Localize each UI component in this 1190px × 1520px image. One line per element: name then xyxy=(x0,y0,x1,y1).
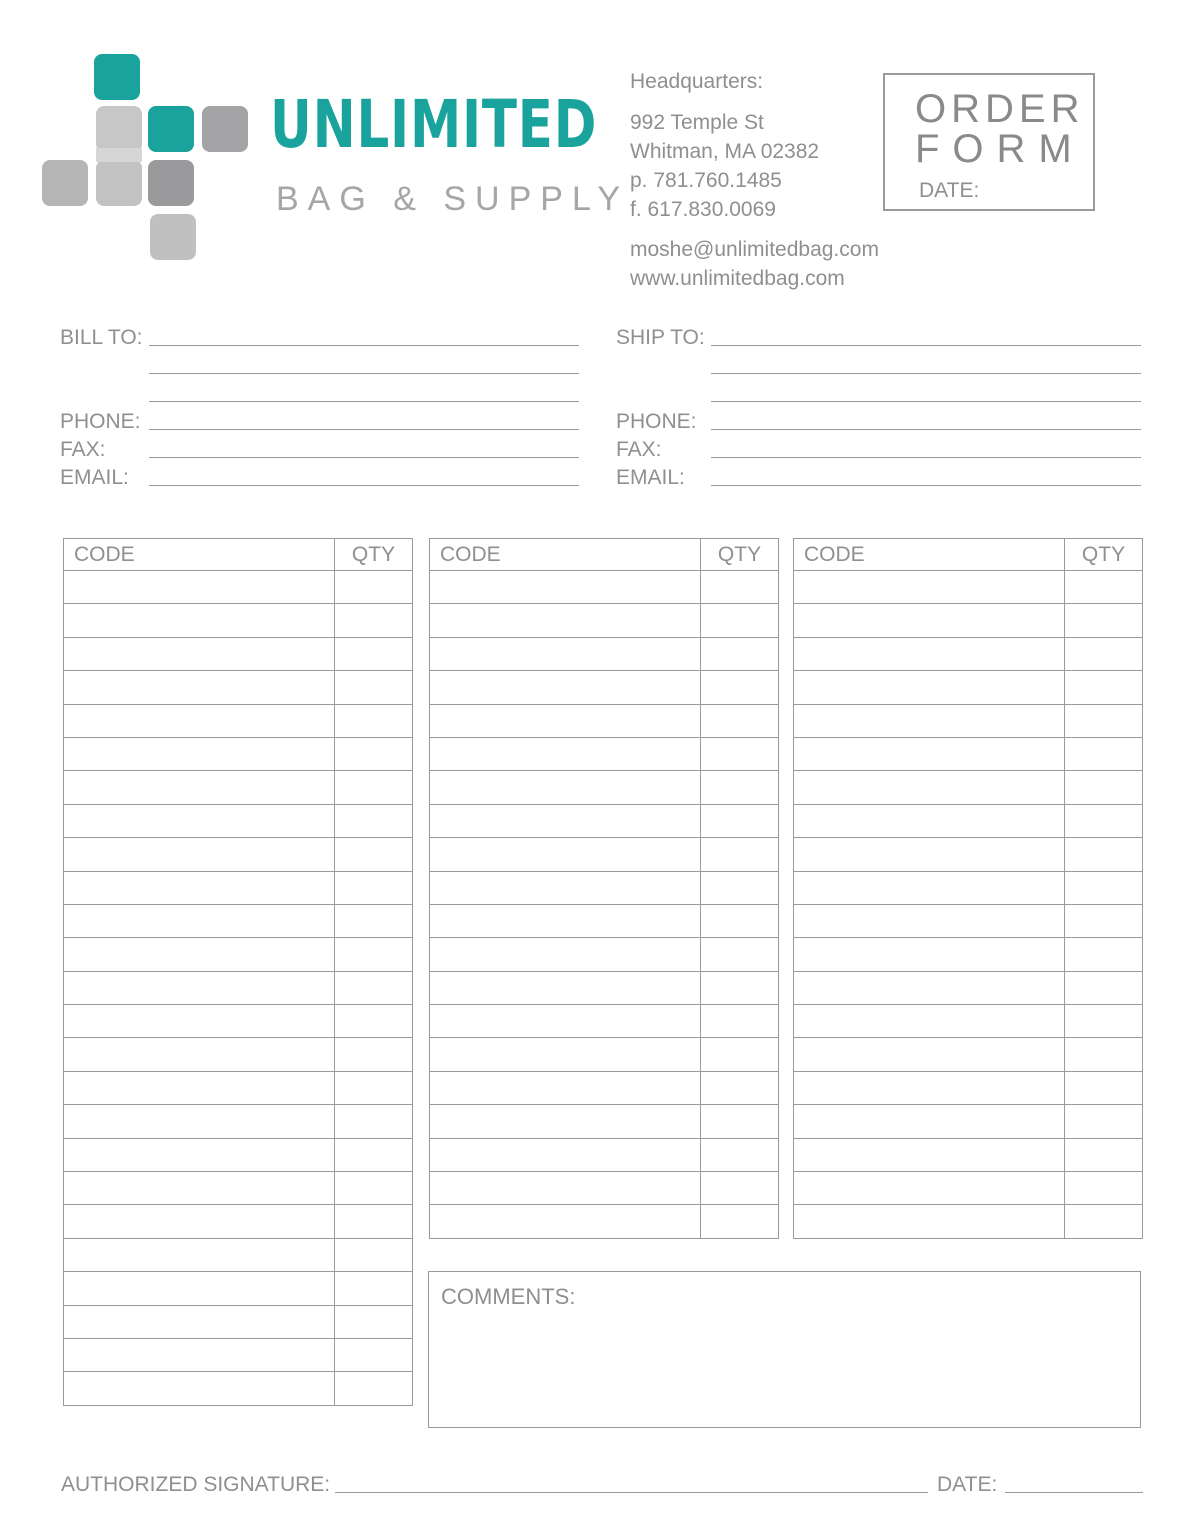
qty-cell[interactable] xyxy=(335,671,413,704)
table-row xyxy=(64,1071,413,1104)
table-row xyxy=(794,1005,1143,1038)
qty-cell[interactable] xyxy=(701,704,779,737)
qty-cell[interactable] xyxy=(1065,1005,1143,1038)
table-row xyxy=(794,1105,1143,1138)
qty-cell[interactable] xyxy=(1065,1172,1143,1205)
table-row xyxy=(64,871,413,904)
qty-cell[interactable] xyxy=(1065,838,1143,871)
code-cell[interactable] xyxy=(430,1105,701,1138)
qty-header: QTY xyxy=(335,539,413,571)
code-cell[interactable] xyxy=(794,571,1065,604)
table-row xyxy=(64,737,413,770)
table-row xyxy=(430,971,779,1004)
code-cell[interactable] xyxy=(430,838,701,871)
code-cell[interactable] xyxy=(794,771,1065,804)
code-cell[interactable] xyxy=(64,1238,335,1271)
code-cell[interactable] xyxy=(430,604,701,637)
code-cell[interactable] xyxy=(794,1038,1065,1071)
qty-cell[interactable] xyxy=(335,1338,413,1371)
qty-cell[interactable] xyxy=(701,1005,779,1038)
code-cell[interactable] xyxy=(794,804,1065,837)
qty-cell[interactable] xyxy=(701,1105,779,1138)
table-row xyxy=(430,1138,779,1171)
table-row xyxy=(794,571,1143,604)
qty-cell[interactable] xyxy=(1065,704,1143,737)
qty-cell[interactable] xyxy=(335,1038,413,1071)
qty-cell[interactable] xyxy=(335,838,413,871)
code-cell[interactable] xyxy=(64,1005,335,1038)
table-row xyxy=(64,771,413,804)
qty-cell[interactable] xyxy=(335,1071,413,1104)
code-cell[interactable] xyxy=(64,1272,335,1305)
table-row xyxy=(430,1105,779,1138)
table-row xyxy=(64,938,413,971)
qty-cell[interactable] xyxy=(1065,971,1143,1004)
table-row xyxy=(430,704,779,737)
table-row xyxy=(64,971,413,1004)
bill-email-label: EMAIL: xyxy=(60,466,129,489)
code-cell[interactable] xyxy=(794,1005,1065,1038)
qty-cell[interactable] xyxy=(335,1372,413,1405)
qty-cell[interactable] xyxy=(1065,938,1143,971)
qty-cell[interactable] xyxy=(1065,1038,1143,1071)
table-row xyxy=(64,1205,413,1238)
table-row xyxy=(794,1071,1143,1104)
code-cell[interactable] xyxy=(430,1138,701,1171)
bill-to-label: BILL TO: xyxy=(60,326,143,349)
code-cell[interactable] xyxy=(794,604,1065,637)
table-row xyxy=(64,1105,413,1138)
qty-cell[interactable] xyxy=(701,1071,779,1104)
comments-box[interactable] xyxy=(428,1271,1141,1428)
order-date-label: DATE: xyxy=(919,179,980,202)
comments-label: COMMENTS: xyxy=(441,1284,576,1309)
item-table-3 xyxy=(793,538,1143,1239)
code-cell[interactable] xyxy=(64,604,335,637)
code-cell[interactable] xyxy=(430,637,701,670)
qty-cell[interactable] xyxy=(701,637,779,670)
qty-cell[interactable] xyxy=(1065,1138,1143,1171)
table-row xyxy=(64,637,413,670)
bill-to-line-3[interactable] xyxy=(149,401,579,402)
qty-cell[interactable] xyxy=(335,571,413,604)
code-cell[interactable] xyxy=(430,737,701,770)
footer-date-line[interactable] xyxy=(1005,1492,1143,1493)
bill-phone-label: PHONE: xyxy=(60,410,141,433)
brand-subtitle: BAG & SUPPLY xyxy=(276,180,630,218)
table-row xyxy=(64,1272,413,1305)
qty-cell[interactable] xyxy=(701,604,779,637)
table-row xyxy=(794,938,1143,971)
ship-to-line-2[interactable] xyxy=(711,373,1141,374)
code-cell[interactable] xyxy=(64,771,335,804)
table-row xyxy=(794,1138,1143,1171)
table-row xyxy=(430,1205,779,1238)
code-cell[interactable] xyxy=(64,904,335,937)
code-cell[interactable] xyxy=(430,971,701,1004)
code-cell[interactable] xyxy=(64,1105,335,1138)
table-row xyxy=(430,938,779,971)
code-cell[interactable] xyxy=(794,737,1065,770)
order-form-box xyxy=(883,73,1095,211)
qty-cell[interactable] xyxy=(335,804,413,837)
qty-cell[interactable] xyxy=(701,971,779,1004)
qty-cell[interactable] xyxy=(701,871,779,904)
code-cell[interactable] xyxy=(64,1172,335,1205)
qty-cell[interactable] xyxy=(701,1172,779,1205)
code-header: CODE xyxy=(430,539,701,571)
code-cell[interactable] xyxy=(430,1038,701,1071)
qty-cell[interactable] xyxy=(1065,871,1143,904)
order-title-line1: ORDER xyxy=(915,87,1085,131)
qty-cell[interactable] xyxy=(335,737,413,770)
table-row xyxy=(64,604,413,637)
code-cell[interactable] xyxy=(430,804,701,837)
code-cell[interactable] xyxy=(794,971,1065,1004)
qty-cell[interactable] xyxy=(335,604,413,637)
code-cell[interactable] xyxy=(430,938,701,971)
qty-cell[interactable] xyxy=(335,871,413,904)
contact-address-line1: 992 Temple St xyxy=(630,111,764,134)
qty-cell[interactable] xyxy=(1065,604,1143,637)
table-row xyxy=(430,871,779,904)
pixel-cross-logo-icon xyxy=(42,54,248,260)
qty-cell[interactable] xyxy=(335,1172,413,1205)
ship-phone-field[interactable] xyxy=(711,429,1141,430)
table-row xyxy=(430,604,779,637)
code-cell[interactable] xyxy=(794,904,1065,937)
contact-heading: Headquarters: xyxy=(630,70,764,93)
code-cell[interactable] xyxy=(430,1071,701,1104)
table-row xyxy=(64,1138,413,1171)
table-row xyxy=(64,1305,413,1338)
table-row xyxy=(430,1038,779,1071)
bill-to-line-1[interactable] xyxy=(149,345,579,346)
qty-cell[interactable] xyxy=(701,1138,779,1171)
code-cell[interactable] xyxy=(64,637,335,670)
qty-cell[interactable] xyxy=(335,771,413,804)
code-cell[interactable] xyxy=(794,1138,1065,1171)
code-cell[interactable] xyxy=(430,1172,701,1205)
code-header: CODE xyxy=(794,539,1065,571)
table-row xyxy=(430,904,779,937)
table-row xyxy=(64,571,413,604)
code-cell[interactable] xyxy=(430,871,701,904)
ship-email-field[interactable] xyxy=(711,485,1141,486)
qty-cell[interactable] xyxy=(701,804,779,837)
code-cell[interactable] xyxy=(430,771,701,804)
table-row xyxy=(794,1172,1143,1205)
code-cell[interactable] xyxy=(64,938,335,971)
code-cell[interactable] xyxy=(430,671,701,704)
table-row xyxy=(64,671,413,704)
table-row xyxy=(794,1038,1143,1071)
qty-cell[interactable] xyxy=(335,1105,413,1138)
bill-fax-field[interactable] xyxy=(149,457,579,458)
ship-to-label: SHIP TO: xyxy=(616,326,705,349)
code-cell[interactable] xyxy=(794,871,1065,904)
contact-website-link[interactable]: www.unlimitedbag.com xyxy=(630,267,845,290)
qty-cell[interactable] xyxy=(335,637,413,670)
qty-cell[interactable] xyxy=(701,838,779,871)
code-cell[interactable] xyxy=(794,671,1065,704)
table-row xyxy=(430,637,779,670)
qty-cell[interactable] xyxy=(335,1005,413,1038)
qty-cell[interactable] xyxy=(1065,804,1143,837)
code-cell[interactable] xyxy=(64,1038,335,1071)
qty-cell[interactable] xyxy=(701,671,779,704)
table-row xyxy=(794,971,1143,1004)
code-cell[interactable] xyxy=(64,1338,335,1371)
table-row xyxy=(794,804,1143,837)
contact-phone: p. 781.760.1485 xyxy=(630,169,782,192)
table-row xyxy=(430,737,779,770)
code-cell[interactable] xyxy=(64,871,335,904)
code-cell[interactable] xyxy=(64,838,335,871)
table-row xyxy=(64,1038,413,1071)
qty-cell[interactable] xyxy=(701,571,779,604)
code-cell[interactable] xyxy=(64,971,335,1004)
code-cell[interactable] xyxy=(64,1305,335,1338)
qty-cell[interactable] xyxy=(1065,1105,1143,1138)
qty-cell[interactable] xyxy=(335,938,413,971)
code-cell[interactable] xyxy=(430,904,701,937)
code-cell[interactable] xyxy=(794,1105,1065,1138)
code-cell[interactable] xyxy=(64,737,335,770)
qty-cell[interactable] xyxy=(1065,737,1143,770)
table-row xyxy=(794,1205,1143,1238)
ship-fax-label: FAX: xyxy=(616,438,662,461)
code-cell[interactable] xyxy=(64,1138,335,1171)
code-cell[interactable] xyxy=(794,838,1065,871)
code-cell[interactable] xyxy=(430,571,701,604)
table-row xyxy=(794,871,1143,904)
table-row xyxy=(430,1071,779,1104)
table-row xyxy=(794,604,1143,637)
qty-cell[interactable] xyxy=(1065,904,1143,937)
qty-cell[interactable] xyxy=(335,971,413,1004)
table-row xyxy=(64,838,413,871)
table-row xyxy=(430,671,779,704)
table-row xyxy=(430,1172,779,1205)
bill-fax-label: FAX: xyxy=(60,438,106,461)
table-row xyxy=(64,1172,413,1205)
qty-cell[interactable] xyxy=(335,1305,413,1338)
bill-to-line-2[interactable] xyxy=(149,373,579,374)
table-row xyxy=(64,1338,413,1371)
order-title-line2: FORM xyxy=(915,127,1085,171)
qty-cell[interactable] xyxy=(1065,771,1143,804)
ship-fax-field[interactable] xyxy=(711,457,1141,458)
qty-cell[interactable] xyxy=(335,704,413,737)
code-cell[interactable] xyxy=(64,1205,335,1238)
qty-cell[interactable] xyxy=(335,1138,413,1171)
code-header: CODE xyxy=(64,539,335,571)
ship-email-label: EMAIL: xyxy=(616,466,685,489)
bill-phone-field[interactable] xyxy=(149,429,579,430)
table-row xyxy=(430,804,779,837)
table-row xyxy=(64,904,413,937)
code-cell[interactable] xyxy=(794,704,1065,737)
table-row xyxy=(430,1005,779,1038)
bill-email-field[interactable] xyxy=(149,485,579,486)
code-cell[interactable] xyxy=(64,1372,335,1405)
code-cell[interactable] xyxy=(794,938,1065,971)
brand-logo-mark xyxy=(40,52,250,264)
table-row xyxy=(430,838,779,871)
qty-cell[interactable] xyxy=(701,737,779,770)
table-row xyxy=(794,704,1143,737)
qty-cell[interactable] xyxy=(701,904,779,937)
qty-cell[interactable] xyxy=(1065,671,1143,704)
item-table-2 xyxy=(429,538,779,1239)
code-cell[interactable] xyxy=(64,671,335,704)
table-row xyxy=(430,771,779,804)
contact-address-line2: Whitman, MA 02382 xyxy=(630,140,820,163)
qty-cell[interactable] xyxy=(1065,571,1143,604)
table-row xyxy=(64,1372,413,1405)
table-row xyxy=(64,1238,413,1271)
contact-fax: f. 617.830.0069 xyxy=(630,198,776,221)
code-cell[interactable] xyxy=(430,1005,701,1038)
code-cell[interactable] xyxy=(64,804,335,837)
code-cell[interactable] xyxy=(794,1172,1065,1205)
ship-to-line-3[interactable] xyxy=(711,401,1141,402)
qty-cell[interactable] xyxy=(1065,1205,1143,1238)
footer-date-label: DATE: xyxy=(937,1473,998,1496)
code-cell[interactable] xyxy=(794,1071,1065,1104)
code-cell[interactable] xyxy=(64,571,335,604)
code-cell[interactable] xyxy=(430,1205,701,1238)
ship-to-line-1[interactable] xyxy=(711,345,1141,346)
qty-cell[interactable] xyxy=(335,1272,413,1305)
ship-phone-label: PHONE: xyxy=(616,410,697,433)
qty-cell[interactable] xyxy=(335,1238,413,1271)
table-row xyxy=(794,771,1143,804)
table-row xyxy=(794,737,1143,770)
code-cell[interactable] xyxy=(794,1205,1065,1238)
code-cell[interactable] xyxy=(430,704,701,737)
qty-cell[interactable] xyxy=(335,1205,413,1238)
code-cell[interactable] xyxy=(64,1071,335,1104)
signature-line[interactable] xyxy=(335,1492,928,1493)
qty-cell[interactable] xyxy=(701,1205,779,1238)
table-row xyxy=(430,571,779,604)
table-row xyxy=(794,637,1143,670)
table-row xyxy=(64,704,413,737)
qty-header: QTY xyxy=(701,539,779,571)
qty-cell[interactable] xyxy=(701,938,779,971)
qty-cell[interactable] xyxy=(335,904,413,937)
qty-cell[interactable] xyxy=(1065,637,1143,670)
brand-name: UNLIMITED xyxy=(270,86,598,163)
table-row xyxy=(794,671,1143,704)
table-row xyxy=(64,804,413,837)
item-table-1 xyxy=(63,538,413,1406)
signature-label: AUTHORIZED SIGNATURE: xyxy=(61,1473,331,1496)
qty-header: QTY xyxy=(1065,539,1143,571)
qty-cell[interactable] xyxy=(1065,1071,1143,1104)
qty-cell[interactable] xyxy=(701,771,779,804)
code-cell[interactable] xyxy=(794,637,1065,670)
table-row xyxy=(794,838,1143,871)
table-row xyxy=(794,904,1143,937)
contact-email-link[interactable]: moshe@unlimitedbag.com xyxy=(630,238,879,261)
qty-cell[interactable] xyxy=(701,1038,779,1071)
code-cell[interactable] xyxy=(64,704,335,737)
table-row xyxy=(64,1005,413,1038)
